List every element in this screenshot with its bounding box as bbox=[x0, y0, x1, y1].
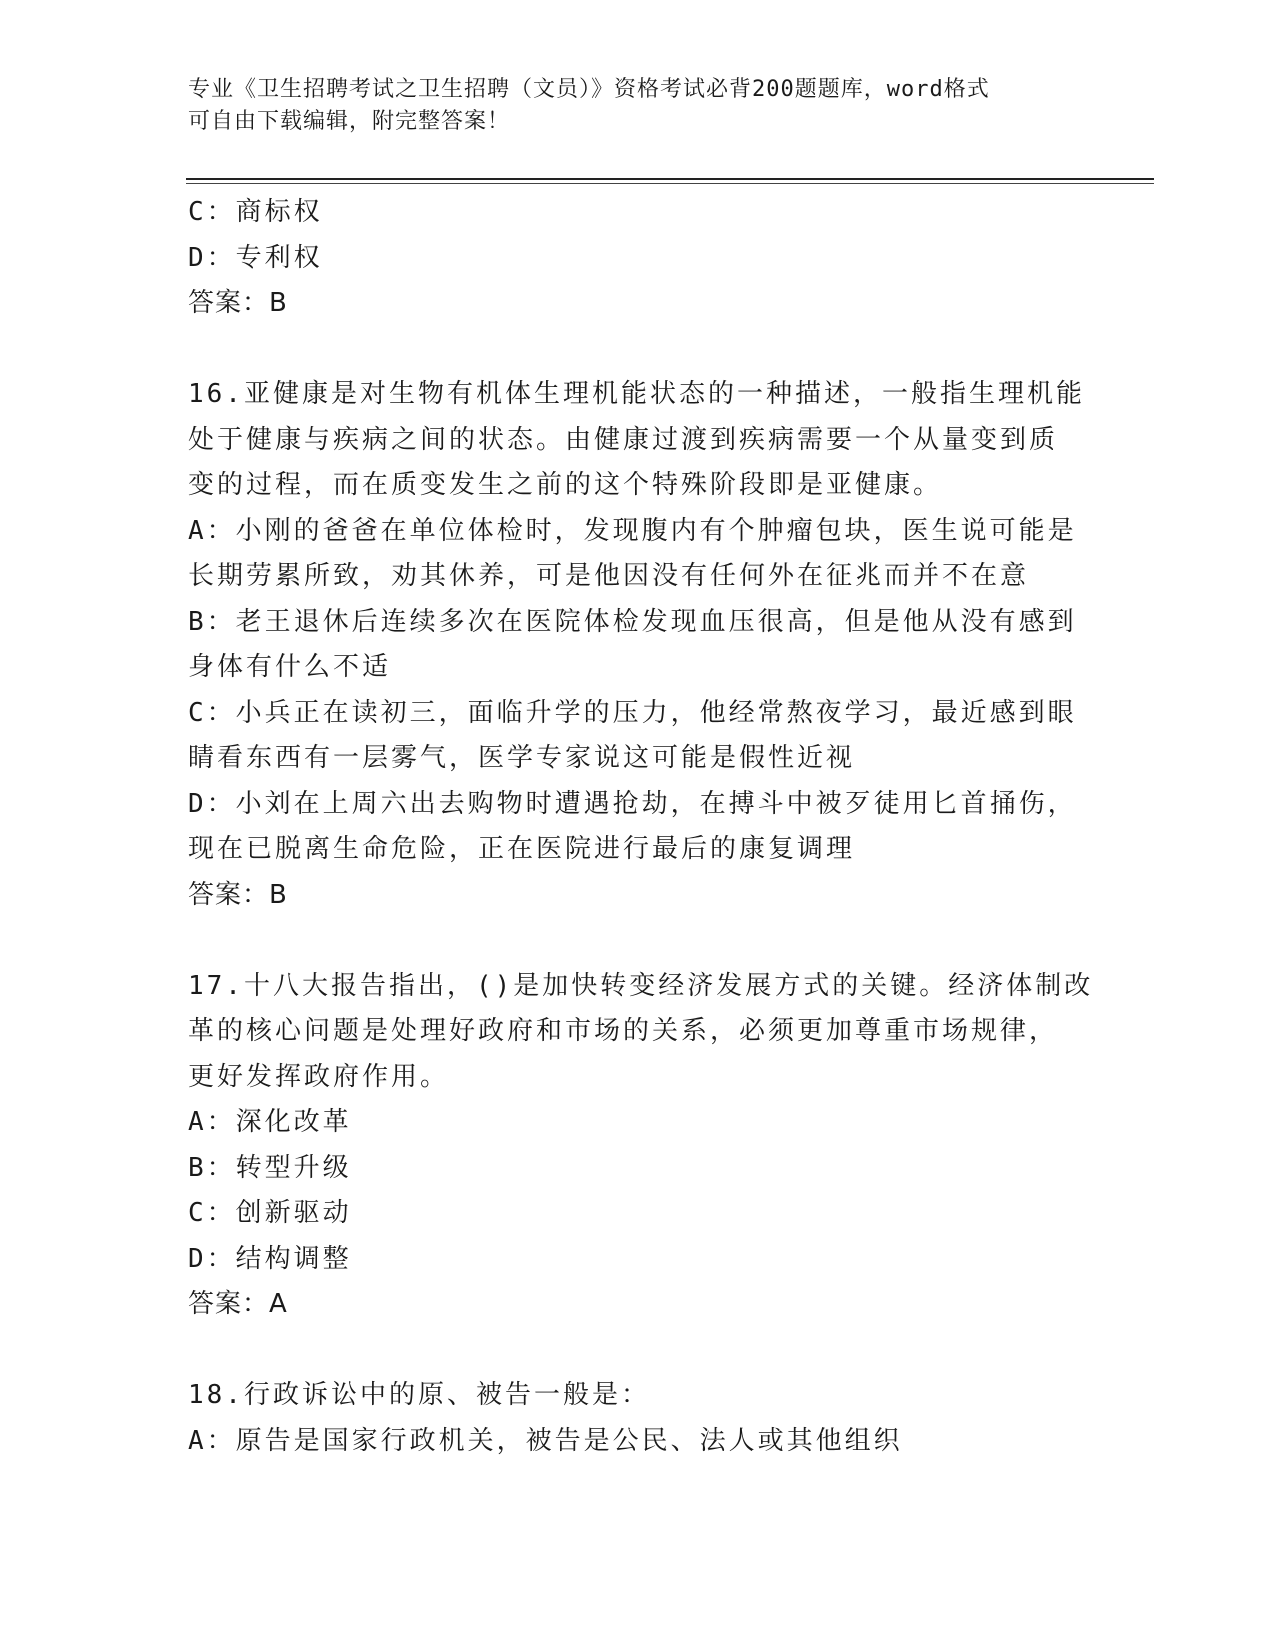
option-c: C：创新驱动 bbox=[188, 1198, 352, 1228]
document-body bbox=[188, 190, 1094, 1464]
option-d: D：结构调整 bbox=[188, 1243, 352, 1274]
option-b: B：转型升级 bbox=[188, 1152, 352, 1183]
option-b-continued: 身体有什么不适 bbox=[188, 652, 392, 682]
question-18 bbox=[188, 1373, 1088, 1464]
question-stem-line: 17.十八大报告指出，()是加快转变经济发展方式的关键。经济体制改 bbox=[188, 970, 1094, 1001]
option-c-continued: 睛看东西有一层雾气，医学专家说这可能是假性近视 bbox=[188, 743, 856, 773]
answer-line: 答案：B bbox=[188, 879, 288, 910]
question-gap bbox=[188, 327, 1088, 373]
question-gap bbox=[188, 1328, 1088, 1374]
option-a: A：原告是国家行政机关，被告是公民、法人或其他组织 bbox=[188, 1425, 903, 1456]
document-header bbox=[188, 74, 1088, 138]
option-a: A：深化改革 bbox=[188, 1107, 352, 1137]
option-d-continued: 现在已脱离生命危险，正在医院进行最后的康复调理 bbox=[188, 834, 856, 864]
question-stem-line: 18.行政诉讼中的原、被告一般是： bbox=[188, 1380, 650, 1410]
answer-line: 答案：A bbox=[188, 1289, 288, 1319]
header-divider-thick bbox=[186, 178, 1154, 180]
option-d: D：专利权 bbox=[188, 242, 323, 273]
option-c: C：商标权 bbox=[188, 197, 323, 227]
option-b: B：老王退休后连续多次在医院体检发现血压很高，但是他从没有感到 bbox=[188, 606, 1077, 637]
question-stem-line: 更好发挥政府作用。 bbox=[188, 1061, 450, 1092]
header-divider-thin bbox=[186, 183, 1154, 184]
question-stem-line: 处于健康与疾病之间的状态。由健康过渡到疾病需要一个从量变到质 bbox=[188, 424, 1059, 455]
header-line-1: 专业《卫生招聘考试之卫生招聘（文员）》资格考试必背200题题库，word格式 bbox=[188, 77, 990, 102]
question-gap bbox=[188, 918, 1088, 964]
question-16 bbox=[188, 372, 1088, 918]
answer-line: 答案：B bbox=[188, 288, 288, 318]
question-stem-line: 变的过程，而在质变发生之前的这个特殊阶段即是亚健康。 bbox=[188, 470, 943, 500]
option-d: D：小刘在上周六出去购物时遭遇抢劫，在搏斗中被歹徒用匕首捅伤， bbox=[188, 788, 1077, 819]
question-15-tail bbox=[188, 190, 1088, 327]
question-stem-line: 革的核心问题是处理好政府和市场的关系，必须更加尊重市场规律， bbox=[188, 1016, 1059, 1046]
option-a-continued: 长期劳累所致，劝其休养，可是他因没有任何外在征兆而并不在意 bbox=[188, 561, 1030, 591]
question-stem-line: 16.亚健康是对生物有机体生理机能状态的一种描述，一般指生理机能 bbox=[188, 379, 1085, 409]
header-line-2: 可自由下载编辑，附完整答案！ bbox=[188, 109, 511, 134]
question-17 bbox=[188, 964, 1094, 1328]
option-c: C：小兵正在读初三，面临升学的压力，他经常熬夜学习，最近感到眼 bbox=[188, 697, 1077, 728]
option-a: A：小刚的爸爸在单位体检时，发现腹内有个肿瘤包块，医生说可能是 bbox=[188, 515, 1077, 546]
